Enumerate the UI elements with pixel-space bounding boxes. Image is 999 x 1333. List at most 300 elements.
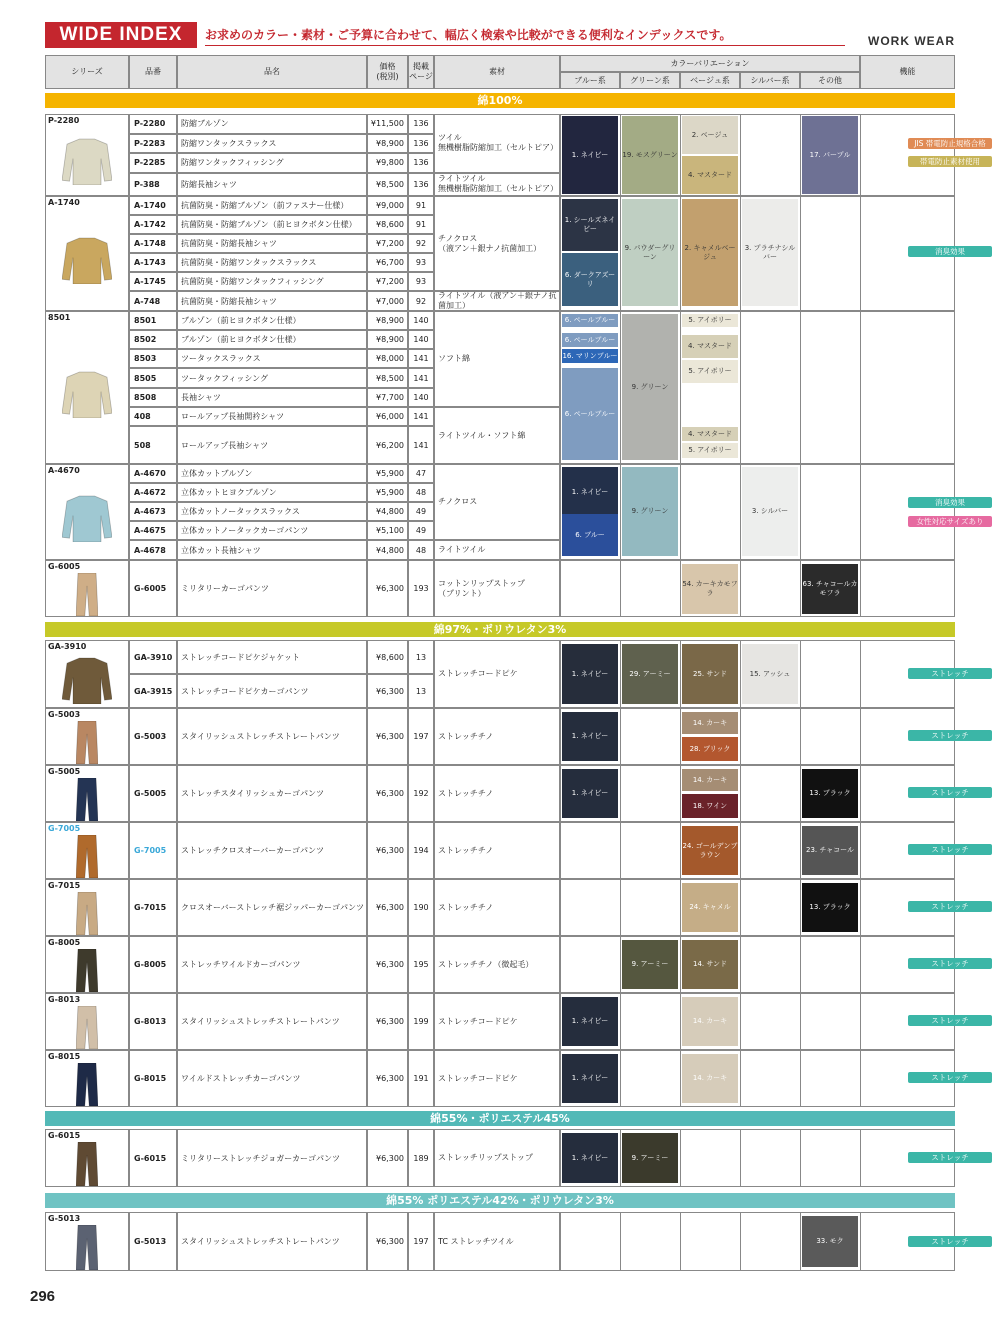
product-name: ストレッチワイルドカーゴパンツ: [177, 936, 367, 993]
product-page: 13: [408, 640, 434, 674]
column-divider: [680, 708, 681, 765]
column-divider: [680, 1129, 681, 1187]
pants-image: [76, 892, 98, 935]
product-name: 抗菌防臭・防縮ワンタックスラックス: [177, 253, 367, 272]
product-name: ミリタリーストレッチジョガーカーゴパンツ: [177, 1129, 367, 1187]
badge-stretch: ストレッチ: [908, 1152, 992, 1163]
product-page: 93: [408, 253, 434, 272]
badge-stretch: ストレッチ: [908, 844, 992, 855]
color-swatch: 14. カーキ: [682, 997, 738, 1046]
column-divider: [860, 879, 861, 936]
product-name: ロールアップ長袖開衿シャツ: [177, 407, 367, 426]
col-price-line2: (税別): [376, 72, 399, 81]
product-page: 136: [408, 153, 434, 173]
product-name: 立体カットノータックスラックス: [177, 502, 367, 521]
column-divider: [680, 822, 681, 879]
badge-stretch: ストレッチ: [908, 958, 992, 969]
product-page: 136: [408, 114, 434, 134]
color-swatch: 9. グリーン: [622, 467, 678, 556]
product-price: ¥8,600: [367, 215, 408, 234]
product-name: 長袖シャツ: [177, 388, 367, 407]
product-page: 136: [408, 173, 434, 197]
work-wear-label: WORK WEAR: [868, 34, 955, 48]
column-divider: [680, 114, 681, 196]
product-code: 408: [129, 407, 177, 426]
product-code: A-4675: [129, 521, 177, 540]
color-swatch: 1. ネイビー: [562, 116, 618, 194]
column-divider: [860, 560, 861, 617]
product-code: A-4673: [129, 502, 177, 521]
color-swatch: 6. ペールブルー: [562, 368, 618, 460]
color-swatch: 18. ワイン: [682, 794, 738, 818]
product-price: ¥6,300: [367, 674, 408, 708]
product-price: ¥9,000: [367, 196, 408, 215]
product-code: G-5013: [129, 1212, 177, 1271]
material-cell: ストレッチコードピケ: [434, 640, 560, 708]
product-name: ストレッチクロスオーバーカーゴパンツ: [177, 822, 367, 879]
product-code: A-4672: [129, 483, 177, 502]
color-swatch: 5. アイボリー: [682, 360, 738, 383]
column-divider: [800, 708, 801, 765]
product-name: 立体カットヒヨクブルゾン: [177, 483, 367, 502]
product-code: G-8013: [129, 993, 177, 1050]
badge-stretch: ストレッチ: [908, 787, 992, 798]
color-swatch: 63. チャコールカモフラ: [802, 564, 858, 614]
color-swatch: 6. ペールブルー: [562, 333, 618, 347]
product-price: ¥8,500: [367, 173, 408, 197]
color-swatch: 4. マスタード: [682, 156, 738, 194]
product-name: 抗菌防臭・防縮ワンタックフィッシング: [177, 272, 367, 291]
product-code: G-8015: [129, 1050, 177, 1107]
material-bar: 綿55%・ポリエステル45%: [45, 1111, 955, 1126]
col-beige: ベージュ系: [680, 72, 740, 89]
column-divider: [560, 936, 561, 993]
column-divider: [740, 1050, 741, 1107]
column-divider: [740, 765, 741, 822]
product-name: 立体カット長袖シャツ: [177, 540, 367, 560]
column-divider: [620, 1212, 621, 1271]
series-label: G-7015: [48, 881, 81, 890]
material-cell: ストレッチチノ: [434, 708, 560, 765]
column-divider: [560, 311, 561, 464]
product-price: ¥6,300: [367, 1050, 408, 1107]
material-cell: ストレッチチノ: [434, 879, 560, 936]
color-swatch: 33. モク: [802, 1216, 858, 1267]
series-label: G-5005: [48, 767, 81, 776]
material-cell: ライトツイル・ソフト綿: [434, 407, 560, 464]
product-code: P-2283: [129, 134, 177, 154]
product-price: ¥4,800: [367, 502, 408, 521]
product-price: ¥9,800: [367, 153, 408, 173]
pants-image: [76, 1006, 98, 1049]
color-swatch: 29. アーミー: [622, 644, 678, 704]
product-page: 193: [408, 560, 434, 617]
color-swatch: 28. ブリック: [682, 737, 738, 761]
product-price: ¥6,700: [367, 253, 408, 272]
column-divider: [680, 765, 681, 822]
column-divider: [560, 1129, 561, 1187]
product-page: 91: [408, 215, 434, 234]
column-divider: [860, 1212, 861, 1271]
color-swatch: 1. ネイビー: [562, 1054, 618, 1103]
material-cell: チノクロス （液アン＋銀ナノ抗菌加工）: [434, 196, 560, 291]
column-divider: [560, 114, 561, 196]
column-divider: [620, 822, 621, 879]
product-price: ¥6,000: [367, 407, 408, 426]
column-divider: [560, 464, 561, 560]
product-code: GA-3910: [129, 640, 177, 674]
product-name: ストレッチスタイリッシュカーゴパンツ: [177, 765, 367, 822]
badge-stretch: ストレッチ: [908, 668, 992, 679]
product-name: 防縮ワンタックフィッシング: [177, 153, 367, 173]
badge-deodorant: 消臭効果: [908, 497, 992, 508]
product-price: ¥6,300: [367, 708, 408, 765]
color-swatch: 9. パウダーグリーン: [622, 199, 678, 306]
column-divider: [740, 196, 741, 311]
page-header: [45, 22, 955, 50]
product-price: ¥6,300: [367, 879, 408, 936]
product-page: 136: [408, 134, 434, 154]
color-swatch: 23. チャコール: [802, 826, 858, 875]
color-swatch: 4. マスタード: [682, 427, 738, 441]
product-price: ¥6,300: [367, 993, 408, 1050]
column-divider: [620, 765, 621, 822]
column-divider: [560, 765, 561, 822]
column-divider: [620, 1050, 621, 1107]
column-divider: [560, 640, 561, 708]
column-divider: [560, 822, 561, 879]
material-cell: ストレッチチノ: [434, 765, 560, 822]
column-divider: [560, 1050, 561, 1107]
product-code: G-7015: [129, 879, 177, 936]
wide-index-title: WIDE INDEX: [45, 22, 197, 48]
product-name: ワイルドストレッチカーゴパンツ: [177, 1050, 367, 1107]
column-divider: [680, 993, 681, 1050]
color-swatch: 6. ダークアズーリ: [562, 253, 618, 306]
product-page: 48: [408, 540, 434, 560]
product-name: ブルゾン（前ヒヨクボタン仕様）: [177, 311, 367, 330]
product-code: 8501: [129, 311, 177, 330]
product-name: 立体カットブルゾン: [177, 464, 367, 483]
pants-image: [76, 835, 98, 878]
column-divider: [860, 114, 861, 196]
product-page: 141: [408, 426, 434, 464]
column-divider: [860, 765, 861, 822]
product-page: 141: [408, 368, 434, 388]
pants-image: [76, 1063, 98, 1106]
material-cell: コットンリップストップ （プリント）: [434, 560, 560, 617]
product-price: ¥8,600: [367, 640, 408, 674]
color-swatch: 24. ゴールデンブラウン: [682, 826, 738, 875]
badge-deodorant: 消臭効果: [908, 246, 992, 257]
series-label: A-1740: [48, 198, 80, 207]
product-page: 194: [408, 822, 434, 879]
product-code: A-748: [129, 291, 177, 311]
column-divider: [860, 196, 861, 311]
product-code: A-4670: [129, 464, 177, 483]
col-page-line2: ページ: [409, 72, 433, 81]
product-price: ¥8,900: [367, 330, 408, 349]
color-swatch: 9. グリーン: [622, 314, 678, 460]
color-swatch: 13. ブラック: [802, 883, 858, 932]
series-label: G-5003: [48, 710, 81, 719]
product-code: A-4678: [129, 540, 177, 560]
jacket-image: [62, 494, 112, 542]
series-label: GA-3910: [48, 642, 87, 651]
series-label: G-6005: [48, 562, 81, 571]
product-page: 140: [408, 388, 434, 407]
column-divider: [800, 765, 801, 822]
product-name: ストレッチコードピケカーゴパンツ: [177, 674, 367, 708]
col-green: グリーン系: [620, 72, 680, 89]
col-price: [367, 55, 408, 89]
badge-stretch: ストレッチ: [908, 1072, 992, 1083]
color-swatch: 1. シールズネイビー: [562, 199, 618, 251]
color-swatch: 2. ベージュ: [682, 116, 738, 154]
badge-stretch: ストレッチ: [908, 1015, 992, 1026]
product-page: 48: [408, 483, 434, 502]
column-divider: [680, 640, 681, 708]
product-price: ¥5,900: [367, 464, 408, 483]
product-code: 508: [129, 426, 177, 464]
product-page: 189: [408, 1129, 434, 1187]
product-page: 141: [408, 407, 434, 426]
column-divider: [620, 879, 621, 936]
column-divider: [620, 1129, 621, 1187]
column-divider: [680, 1212, 681, 1271]
product-price: ¥6,300: [367, 822, 408, 879]
color-swatch: 15. アッシュ: [742, 644, 798, 704]
product-page: 140: [408, 311, 434, 330]
color-swatch: 1. ネイビー: [562, 712, 618, 761]
column-divider: [740, 464, 741, 560]
product-name: 抗菌防臭・防縮ブルゾン（前ファスナー仕様）: [177, 196, 367, 215]
series-label: G-7005: [48, 824, 81, 833]
product-price: ¥4,800: [367, 540, 408, 560]
column-divider: [800, 936, 801, 993]
badge-stretch: ストレッチ: [908, 1236, 992, 1247]
product-price: ¥7,000: [367, 291, 408, 311]
product-price: ¥8,900: [367, 311, 408, 330]
color-swatch: 1. ネイビー: [562, 997, 618, 1046]
series-label: 8501: [48, 313, 71, 322]
column-divider: [740, 640, 741, 708]
product-name: ストレッチコードピケジャケット: [177, 640, 367, 674]
column-divider: [620, 708, 621, 765]
column-divider: [740, 560, 741, 617]
product-code: G-7005: [129, 822, 177, 879]
col-price-line1: 価格: [379, 62, 396, 71]
product-code: G-6015: [129, 1129, 177, 1187]
material-bar: 綿97%・ポリウレタン3%: [45, 622, 955, 637]
material-cell: ストレッチリップストップ: [434, 1129, 560, 1187]
column-divider: [800, 114, 801, 196]
product-code: P-2280: [129, 114, 177, 134]
series-label: P-2280: [48, 116, 80, 125]
product-price: ¥6,300: [367, 1129, 408, 1187]
product-name: スタイリッシュストレッチストレートパンツ: [177, 708, 367, 765]
product-page: 91: [408, 196, 434, 215]
product-name: 防縮ワンタックスラックス: [177, 134, 367, 154]
jacket-image: [62, 236, 112, 284]
material-cell: ストレッチチノ: [434, 822, 560, 879]
product-price: ¥6,300: [367, 1212, 408, 1271]
product-name: 立体カットノータックカーゴパンツ: [177, 521, 367, 540]
product-page: 92: [408, 291, 434, 311]
material-bar: 綿100%: [45, 93, 955, 108]
column-divider: [740, 114, 741, 196]
product-page: 197: [408, 708, 434, 765]
jacket-image: [62, 370, 112, 418]
product-name: スタイリッシュストレッチストレートパンツ: [177, 1212, 367, 1271]
column-divider: [680, 311, 681, 464]
color-swatch: 19. モスグリーン: [622, 116, 678, 194]
column-divider: [680, 936, 681, 993]
color-swatch: 6. ペールブルー: [562, 314, 618, 327]
column-divider: [620, 936, 621, 993]
product-price: ¥6,200: [367, 426, 408, 464]
series-label: G-8015: [48, 1052, 81, 1061]
product-name: 防縮ブルゾン: [177, 114, 367, 134]
color-swatch: 24. キャメル: [682, 883, 738, 932]
column-divider: [800, 879, 801, 936]
column-divider: [800, 822, 801, 879]
material-cell: ライトツイル（液アン＋銀ナノ抗菌加工）: [434, 291, 560, 311]
product-page: 49: [408, 502, 434, 521]
pants-image: [76, 721, 98, 764]
material-cell: ライトツイル 無機樹脂防縮加工（セルトピア）: [434, 173, 560, 197]
badge-jis: JIS 帯電防止規格合格: [908, 138, 992, 149]
product-code: 8508: [129, 388, 177, 407]
color-swatch: 9. アーミー: [622, 940, 678, 989]
column-divider: [620, 114, 621, 196]
product-page: 93: [408, 272, 434, 291]
color-swatch: 9. アーミー: [622, 1133, 678, 1183]
tagline: お求めのカラー・素材・ご予算に合わせて、幅広く検索や比較ができる便利なインデックスです。: [205, 28, 732, 42]
material-cell: ストレッチコードピケ: [434, 993, 560, 1050]
column-divider: [740, 993, 741, 1050]
product-name: 防縮長袖シャツ: [177, 173, 367, 197]
column-divider: [860, 708, 861, 765]
column-divider: [740, 822, 741, 879]
product-page: 197: [408, 1212, 434, 1271]
column-divider: [800, 196, 801, 311]
column-divider: [680, 196, 681, 311]
color-swatch: 5. アイボリー: [682, 443, 738, 458]
header-rule: [205, 45, 845, 46]
column-divider: [800, 464, 801, 560]
product-price: ¥11,500: [367, 114, 408, 134]
product-code: 8503: [129, 349, 177, 368]
product-page: 140: [408, 330, 434, 349]
color-swatch: 14. サンド: [682, 940, 738, 989]
product-price: ¥5,900: [367, 483, 408, 502]
color-swatch: 54. カーキカモフラ: [682, 564, 738, 614]
product-code: A-1742: [129, 215, 177, 234]
column-divider: [560, 196, 561, 311]
product-code: P-388: [129, 173, 177, 197]
column-divider: [740, 1212, 741, 1271]
product-code: G-6005: [129, 560, 177, 617]
product-page: 13: [408, 674, 434, 708]
product-price: ¥6,300: [367, 936, 408, 993]
product-name: ツータックスラックス: [177, 349, 367, 368]
product-price: ¥6,300: [367, 765, 408, 822]
series-label: A-4670: [48, 466, 80, 475]
column-divider: [680, 879, 681, 936]
column-divider: [860, 1129, 861, 1187]
column-divider: [740, 936, 741, 993]
product-price: ¥6,300: [367, 560, 408, 617]
col-page-line1: 掲載: [413, 62, 429, 71]
column-divider: [560, 879, 561, 936]
product-name: スタイリッシュストレッチストレートパンツ: [177, 993, 367, 1050]
column-divider: [560, 708, 561, 765]
col-page: [408, 55, 434, 89]
color-swatch: 1. ネイビー: [562, 769, 618, 818]
product-name: ミリタリーカーゴパンツ: [177, 560, 367, 617]
column-divider: [620, 196, 621, 311]
color-swatch: 6. ブルー: [562, 514, 618, 556]
column-divider: [800, 993, 801, 1050]
badge-stretch: ストレッチ: [908, 730, 992, 741]
color-swatch: 14. カーキ: [682, 1054, 738, 1103]
color-swatch: 13. ブラック: [802, 769, 858, 818]
product-code: A-1743: [129, 253, 177, 272]
column-divider: [860, 993, 861, 1050]
column-divider: [620, 993, 621, 1050]
product-code: A-1745: [129, 272, 177, 291]
product-name: 抗菌防臭・防縮長袖シャツ: [177, 234, 367, 253]
series-label: G-6015: [48, 1131, 81, 1140]
col-code: 品番: [129, 55, 177, 89]
material-cell: ツイル 無機樹脂防縮加工（セルトピア）: [434, 114, 560, 173]
badge-women-size: 女性対応サイズあり: [908, 516, 992, 527]
product-price: ¥7,200: [367, 234, 408, 253]
material-cell: TC ストレッチツイル: [434, 1212, 560, 1271]
product-code: G-5003: [129, 708, 177, 765]
product-page: 191: [408, 1050, 434, 1107]
product-name: クロスオーバーストレッチ裾ジッパーカーゴパンツ: [177, 879, 367, 936]
column-divider: [560, 1212, 561, 1271]
product-code: GA-3915: [129, 674, 177, 708]
color-swatch: 1. ネイビー: [562, 644, 618, 704]
product-code: G-5005: [129, 765, 177, 822]
badge-antistatic: 帯電防止素材使用: [908, 156, 992, 167]
jacket-image: [62, 137, 112, 185]
column-divider: [800, 1050, 801, 1107]
color-swatch: 25. サンド: [682, 644, 738, 704]
column-divider: [860, 936, 861, 993]
material-cell: ストレッチチノ（微起毛）: [434, 936, 560, 993]
color-swatch: 14. カーキ: [682, 769, 738, 791]
column-divider: [680, 560, 681, 617]
column-divider: [860, 640, 861, 708]
color-swatch: 17. パープル: [802, 116, 858, 194]
column-divider: [740, 708, 741, 765]
series-label: G-8005: [48, 938, 81, 947]
column-divider: [560, 560, 561, 617]
product-page: 49: [408, 521, 434, 540]
color-swatch: 3. シルバー: [742, 467, 798, 556]
pants-image: [76, 1142, 98, 1186]
jacket-image: [62, 656, 112, 704]
column-divider: [740, 311, 741, 464]
product-price: ¥8,900: [367, 134, 408, 154]
column-divider: [680, 464, 681, 560]
product-page: 141: [408, 349, 434, 368]
column-divider: [800, 1129, 801, 1187]
